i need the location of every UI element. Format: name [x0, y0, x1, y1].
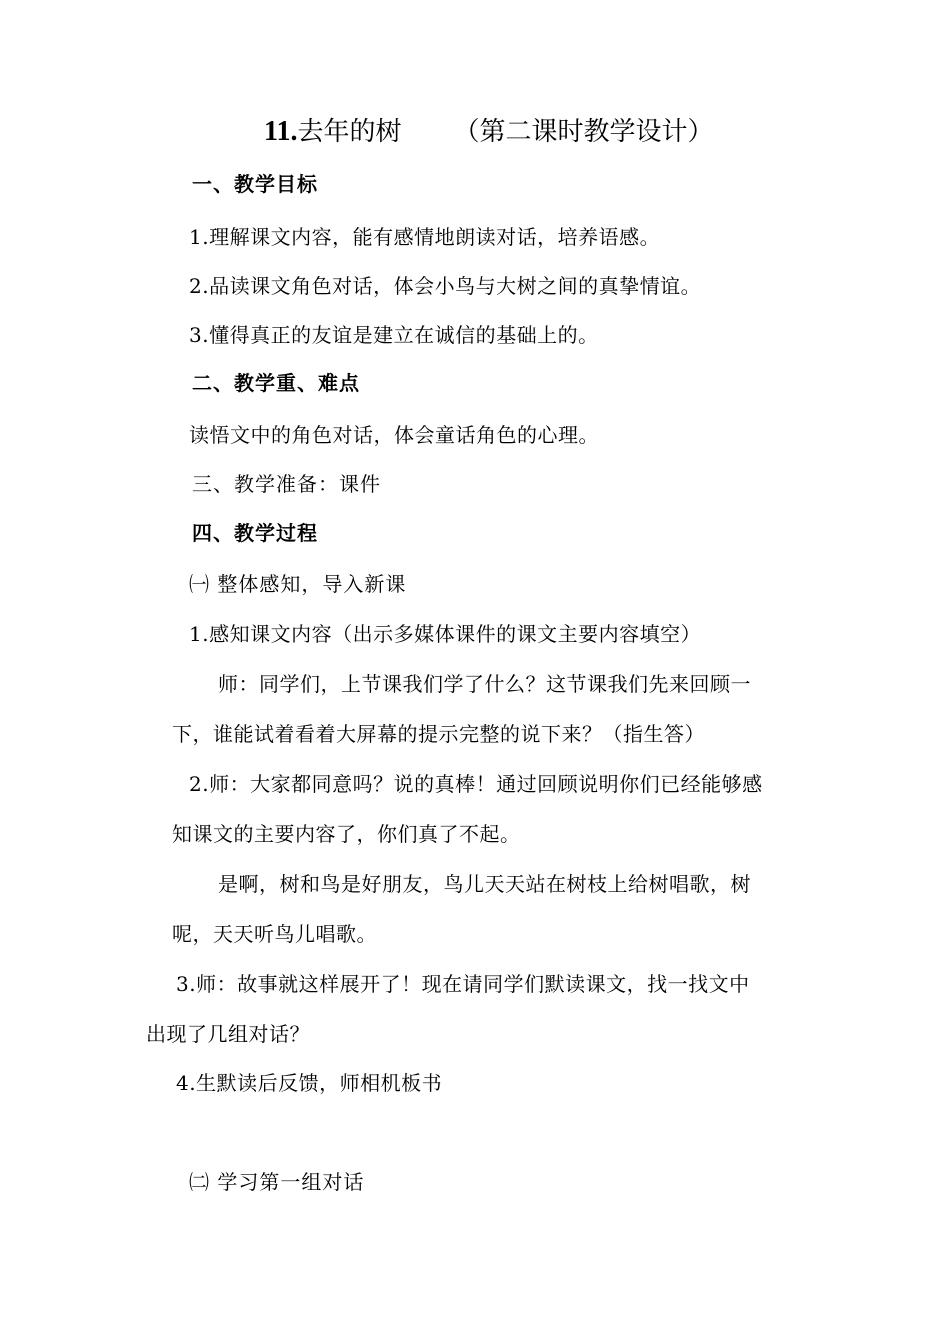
step1-line-8: 3.师：故事就这样展开了！现在请同学们默读课文，找一找文中 [176, 972, 750, 996]
step1-line-9: 出现了几组对话？ [146, 1022, 310, 1046]
preparation-line: 三、教学准备：课件 [192, 472, 381, 496]
step1-line-1: 1.感知课文内容（出示多媒体课件的课文主要内容填空） [189, 622, 702, 646]
goal-item-1: 1.理解课文内容，能有感情地朗读对话，培养语感。 [189, 225, 661, 249]
goals-heading: 一、教学目标 [192, 172, 318, 196]
step1-line-10: 4.生默读后反馈，师相机板书 [176, 1071, 443, 1095]
document-title [264, 116, 714, 148]
lesson-subtitle: （第二课时教学设计） [453, 117, 714, 147]
key-points-heading: 二、教学重、难点 [192, 371, 360, 395]
goal-item-2: 2.品读课文角色对话，体会小鸟与大树之间的真挚情谊。 [189, 274, 702, 298]
step1-heading: ㈠ 整体感知，导入新课 [189, 572, 407, 596]
step1-line-6: 是啊，树和鸟是好朋友，鸟儿天天站在树枝上给树唱歌，树 [218, 872, 751, 896]
lesson-name: 去年的树 [297, 117, 402, 147]
lesson-number: 11. [264, 116, 298, 147]
step1-line-4: 2.师：大家都同意吗？说的真棒！通过回顾说明你们已经能够感 [189, 772, 763, 796]
key-points-text: 读悟文中的角色对话，体会童话角色的心理。 [189, 423, 599, 447]
process-heading: 四、教学过程 [192, 521, 318, 545]
step1-line-3: 下，谁能试着看着大屏幕的提示完整的说下来？（指生答） [172, 722, 705, 746]
step1-line-2: 师：同学们，上节课我们学了什么？这节课我们先来回顾一 [218, 672, 751, 696]
step2-heading: ㈡ 学习第一组对话 [189, 1170, 365, 1194]
step1-line-5: 知课文的主要内容了，你们真了不起。 [172, 822, 521, 846]
goal-item-3: 3.懂得真正的友谊是建立在诚信的基础上的。 [189, 323, 599, 347]
step1-line-7: 呢，天天听鸟儿唱歌。 [172, 922, 377, 946]
